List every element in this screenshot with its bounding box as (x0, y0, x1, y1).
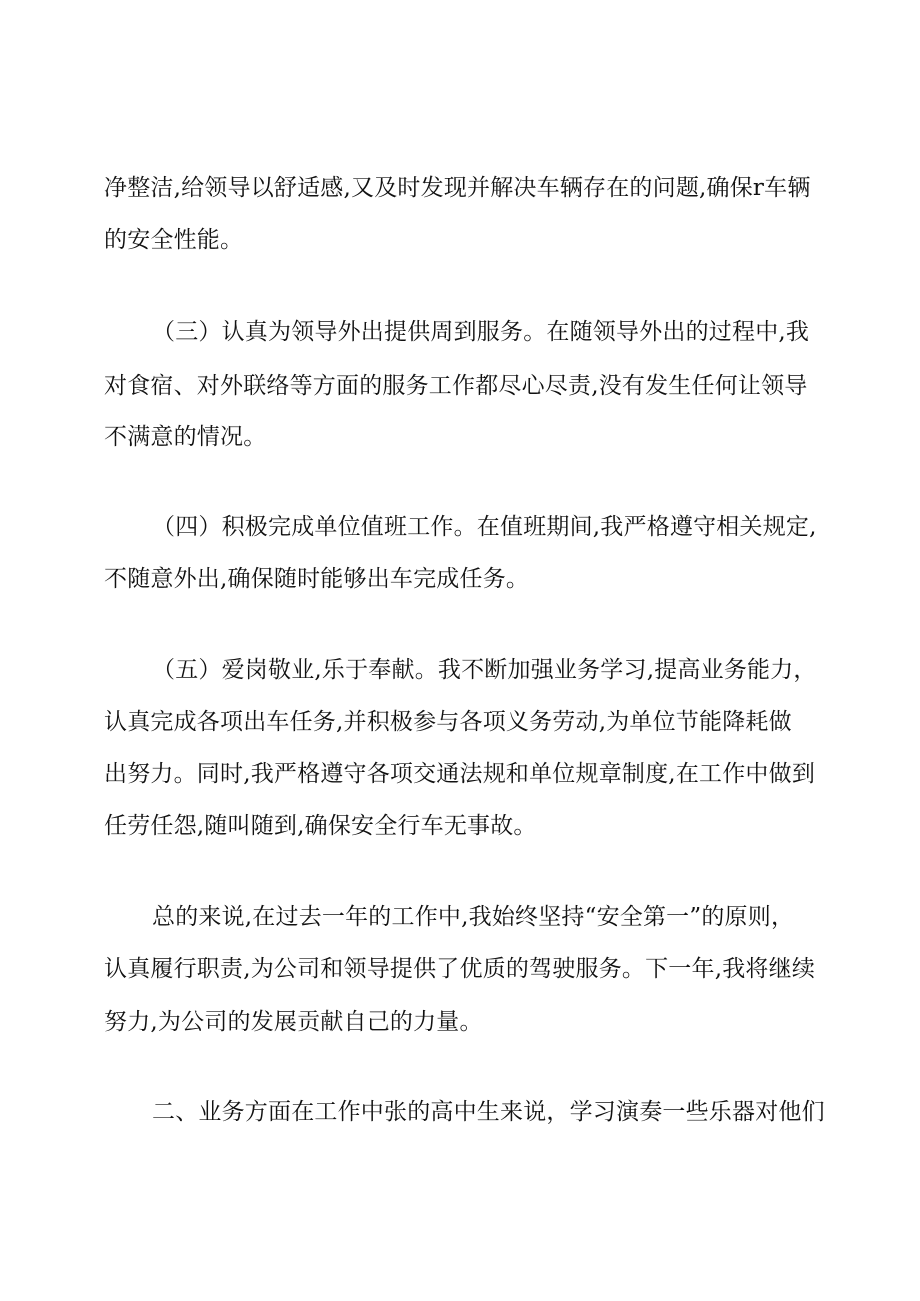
paragraph-5-line-3: 努力,为公司的发展贡献自己的力量。 (104, 1009, 483, 1035)
paragraph-2-line-1: （三）认真为领导外出提供周到服务。在随领导外出的过程中,我 (152, 319, 810, 345)
paragraph-4-line-2: 认真完成各项出车任务,并积极参与各项义务劳动,为单位节能降耗做 (104, 709, 792, 735)
paragraph-3-line-2: 不随意外出,确保随时能够出车完成任务。 (104, 566, 530, 592)
paragraph-5-line-2: 认真履行职责,为公司和领导提供了优质的驾驶服务。下一年,我将继续 (104, 956, 816, 982)
paragraph-1-line-1: 净整洁,给领导以舒适感,又及时发现并解决车辆存在的问题,确保r车辆 (104, 175, 811, 201)
paragraph-2-line-3: 不满意的情况。 (104, 424, 267, 450)
paragraph-3-line-1: （四）积极完成单位值班工作。在值班期间,我严格遵守相关规定, (152, 514, 817, 540)
paragraph-1-line-2: 的安全性能。 (104, 227, 244, 253)
paragraph-6-line-1: 二、业务方面在工作中张的高中生来说，学习演奏一些乐器对他们 (152, 1099, 825, 1125)
paragraph-4-line-4: 任劳任怨,随叫随到,确保安全行车无事故。 (104, 813, 537, 839)
paragraph-4-line-3: 出努力。同时,我严格遵守各项交通法规和单位规章制度,在工作中做到 (104, 761, 816, 787)
paragraph-2-line-2: 对食宿、对外联络等方面的服务工作都尽心尽责,没有发生任何让领导 (104, 373, 808, 399)
paragraph-4-line-1: （五）爱岗敬业,乐于奉献。我不断加强业务学习,提高业务能力， (152, 657, 817, 683)
paragraph-5-line-1: 总的来说,在过去一年的工作中,我始终坚持“安全第一”的原则， (152, 904, 795, 930)
